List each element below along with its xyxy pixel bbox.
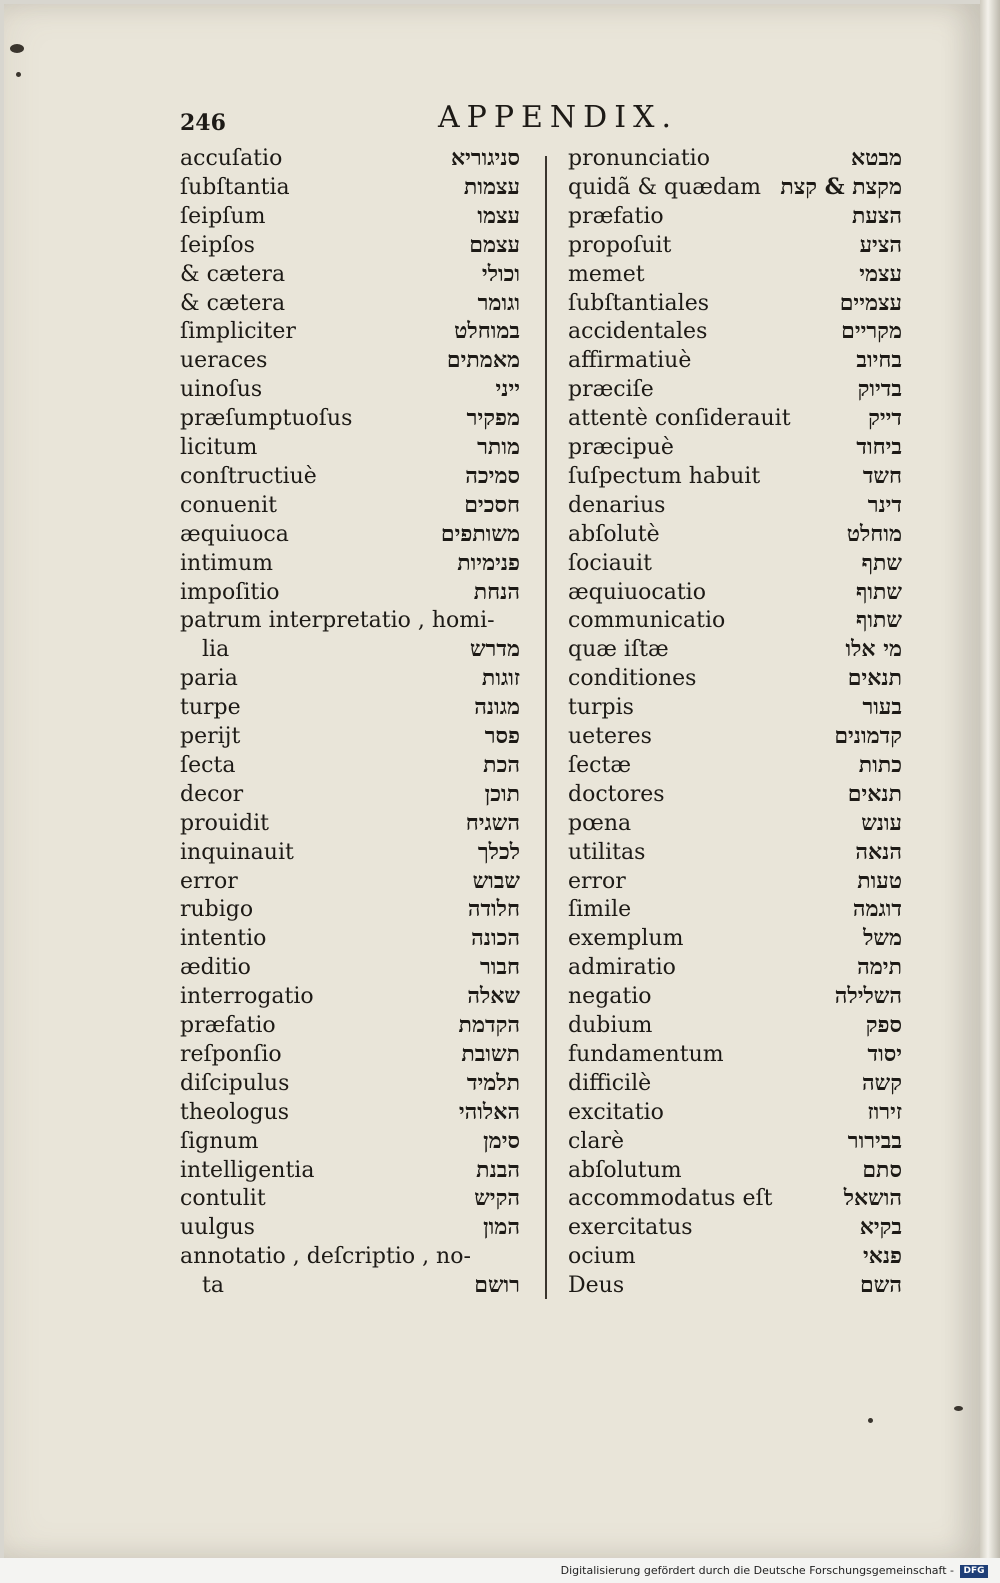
hebrew-term: כתות xyxy=(858,751,902,778)
glossary-entry xyxy=(568,462,902,491)
hebrew-term: מקצת & קצת xyxy=(780,173,902,200)
glossary-entry xyxy=(568,953,902,982)
left-column xyxy=(180,144,520,1304)
hebrew-term: מוחלט xyxy=(846,520,902,547)
hebrew-term: דינר xyxy=(867,491,902,518)
latin-term: præſumptuoſus xyxy=(180,406,353,432)
glossary-entry xyxy=(180,346,520,375)
glossary-entry xyxy=(568,1242,902,1271)
hebrew-term: ספק xyxy=(865,1012,902,1038)
hebrew-term: מי אלו xyxy=(845,636,902,663)
latin-term: intentio xyxy=(180,926,267,952)
latin-term: uinoſus xyxy=(180,377,263,403)
hebrew-term: הצעת xyxy=(851,202,902,229)
glossary-entry xyxy=(568,1271,902,1300)
hebrew-term: הנחת xyxy=(473,578,520,605)
latin-term: ſectæ xyxy=(568,752,632,778)
glossary-entry xyxy=(180,1213,520,1242)
glossary-entry xyxy=(180,1098,520,1127)
hebrew-term: דוגמה xyxy=(852,896,902,923)
glossary-entry xyxy=(568,1156,902,1185)
latin-term: æquiuoca xyxy=(180,521,289,547)
latin-term: conditiones xyxy=(568,666,697,692)
hebrew-term: תימה xyxy=(857,954,902,981)
glossary-entry xyxy=(568,780,902,809)
latin-term: ſeipſum xyxy=(180,203,266,229)
latin-term: ſecta xyxy=(180,752,236,778)
latin-term: accommodatus eſt xyxy=(568,1186,773,1212)
latin-term: ſociauit xyxy=(568,550,652,576)
footer-credit: Digitalisierung gefördert durch die Deutsche Forschungsgemeinschaft - xyxy=(560,1564,954,1577)
right-column xyxy=(568,144,902,1304)
glossary-entry xyxy=(568,1127,902,1156)
latin-term: pœna xyxy=(568,810,632,836)
latin-term: denarius xyxy=(568,492,666,518)
glossary-entry xyxy=(180,838,520,867)
hebrew-term: מפקיר xyxy=(466,405,520,432)
latin-term: præfatio xyxy=(180,1013,276,1038)
hebrew-term: בבירור xyxy=(847,1127,902,1154)
hebrew-term: שתוף xyxy=(855,578,902,605)
hebrew-term: הכונה xyxy=(471,925,520,952)
glossary-entry xyxy=(568,202,902,231)
glossary-entry xyxy=(180,664,520,693)
hebrew-term: יסוד xyxy=(867,1040,902,1067)
latin-term: accuſatio xyxy=(180,146,283,171)
latin-term: ſimile xyxy=(568,897,632,923)
glossary-entry xyxy=(568,578,902,607)
latin-term: ta xyxy=(202,1273,224,1299)
hebrew-term: מבטא xyxy=(850,145,902,171)
glossary-entry xyxy=(180,317,520,346)
glossary-entry xyxy=(180,924,520,953)
glossary-entry xyxy=(180,953,520,982)
hebrew-term: עצמות xyxy=(463,173,520,200)
hebrew-term: לכלך xyxy=(477,838,520,865)
glossary-entry xyxy=(180,578,520,607)
latin-term: memet xyxy=(568,261,645,287)
glossary-entry xyxy=(568,982,902,1011)
latin-term: & cætera xyxy=(180,261,286,287)
glossary-entry xyxy=(180,635,520,664)
glossary-entry xyxy=(180,809,520,838)
hebrew-term: מדרש xyxy=(469,636,520,663)
latin-term: ſimpliciter xyxy=(180,319,296,345)
latin-term: rubigo xyxy=(180,897,254,923)
dfg-logo: DFG xyxy=(960,1565,988,1578)
hebrew-term: במוחלט xyxy=(454,318,520,345)
hebrew-term: השגיח xyxy=(465,809,520,836)
ink-speck xyxy=(16,72,21,77)
latin-term: communicatio xyxy=(568,608,726,634)
latin-term: theologus xyxy=(180,1099,290,1125)
glossary-entry xyxy=(568,1040,902,1069)
glossary-entry xyxy=(568,664,902,693)
column-rule xyxy=(545,156,547,1299)
latin-term: inquinauit xyxy=(180,839,294,865)
hebrew-term: תוכן xyxy=(484,780,520,807)
latin-term: intimum xyxy=(180,550,273,576)
glossary-entry xyxy=(568,924,902,953)
latin-term: turpe xyxy=(180,695,241,721)
latin-term: quidã & quædam xyxy=(568,174,762,200)
glossary-entry xyxy=(180,982,520,1011)
latin-term: difficilè xyxy=(568,1070,652,1096)
hebrew-term: בחיוב xyxy=(856,347,902,374)
glossary-entry xyxy=(180,491,520,520)
hebrew-term: טעות xyxy=(857,867,902,894)
glossary-entry xyxy=(568,1184,902,1213)
latin-term: præfatio xyxy=(568,203,664,229)
latin-term: uulgus xyxy=(180,1215,255,1241)
latin-term: accidentales xyxy=(568,319,708,345)
latin-term: ueraces xyxy=(180,348,268,374)
glossary-entry xyxy=(180,1156,520,1185)
hebrew-term: חסכים xyxy=(464,491,520,518)
hebrew-term: סניגוריא xyxy=(450,145,520,171)
hebrew-term: הקיש xyxy=(474,1185,520,1212)
hebrew-term: רושם xyxy=(474,1272,520,1299)
latin-term: excitatio xyxy=(568,1099,664,1125)
glossary-entry xyxy=(180,895,520,924)
latin-term: diſcipulus xyxy=(180,1070,290,1096)
scan-edge xyxy=(980,0,1000,1560)
hebrew-term: תנאים xyxy=(847,780,902,807)
latin-term: conuenit xyxy=(180,492,277,518)
glossary-entry xyxy=(568,895,902,924)
hebrew-term: שתוף xyxy=(855,607,902,634)
hebrew-term: הנאה xyxy=(855,838,902,865)
latin-term: licitum xyxy=(180,435,258,460)
latin-term: exemplum xyxy=(568,926,684,952)
running-title: APPENDIX. xyxy=(438,100,678,135)
latin-term: ſignum xyxy=(180,1128,259,1154)
hebrew-term: קשה xyxy=(861,1069,902,1096)
latin-term: admiratio xyxy=(568,955,676,981)
latin-term: intelligentia xyxy=(180,1157,315,1183)
latin-term: interrogatio xyxy=(180,984,314,1010)
glossary-entry xyxy=(568,260,902,289)
latin-term: Deus xyxy=(568,1273,625,1299)
glossary-entry xyxy=(180,375,520,404)
latin-term: fundamentum xyxy=(568,1041,724,1067)
latin-term: conſtructiuè xyxy=(180,463,317,489)
hebrew-term: תשובת xyxy=(461,1040,520,1067)
hebrew-term: מקריים xyxy=(841,318,902,345)
latin-term: affirmatiuè xyxy=(568,348,692,374)
glossary-entry xyxy=(180,751,520,780)
glossary-entry xyxy=(568,693,902,722)
latin-term: propoſuit xyxy=(568,232,672,258)
hebrew-term: בקיא xyxy=(859,1214,902,1241)
glossary-entry xyxy=(180,173,520,202)
hebrew-term: סימן xyxy=(483,1127,520,1154)
hebrew-term: הושאל xyxy=(843,1185,902,1212)
latin-term: æditio xyxy=(180,955,251,981)
glossary-entry xyxy=(180,606,520,635)
glossary-entry xyxy=(180,231,520,260)
hebrew-term: הקדמת xyxy=(458,1012,520,1038)
latin-term: dubium xyxy=(568,1013,653,1038)
latin-term: reſponſio xyxy=(180,1041,282,1067)
hebrew-term: תלמיד xyxy=(466,1069,520,1096)
hebrew-term: תנאים xyxy=(847,665,902,692)
glossary-entry xyxy=(180,693,520,722)
ink-speck xyxy=(10,44,24,53)
glossary-entry xyxy=(568,751,902,780)
latin-term: impoſitio xyxy=(180,579,280,605)
glossary-entry xyxy=(180,1040,520,1069)
hebrew-term: מותר xyxy=(477,434,520,460)
latin-term: præcipuè xyxy=(568,435,674,460)
book-page xyxy=(4,4,980,1558)
latin-term: paria xyxy=(180,666,238,692)
glossary-entry xyxy=(568,375,902,404)
hebrew-term: שאלה xyxy=(467,983,520,1010)
glossary-entry xyxy=(568,346,902,375)
latin-term: ſuſpectum habuit xyxy=(568,463,761,489)
hebrew-term: מאמתים xyxy=(446,347,520,374)
glossary-entry xyxy=(568,635,902,664)
latin-term: contulit xyxy=(180,1186,266,1212)
glossary-entry xyxy=(180,433,520,462)
glossary-entry xyxy=(180,1242,520,1271)
latin-term: abſolutum xyxy=(568,1157,682,1183)
latin-term: quæ iſtæ xyxy=(568,637,669,663)
hebrew-term: בדיוק xyxy=(857,376,902,403)
hebrew-term: עצמם xyxy=(469,231,520,258)
hebrew-term: עצמו xyxy=(477,202,520,229)
hebrew-term: משל xyxy=(863,925,902,952)
hebrew-term: וכולי xyxy=(481,260,520,287)
glossary-entry xyxy=(180,144,520,173)
hebrew-term: פסר xyxy=(484,723,520,749)
hebrew-term: דייק xyxy=(868,405,902,432)
latin-term: abſolutè xyxy=(568,521,660,547)
latin-term: lia xyxy=(202,637,230,663)
latin-term: doctores xyxy=(568,781,665,807)
latin-term: negatio xyxy=(568,984,652,1010)
latin-term: exercitatus xyxy=(568,1215,693,1241)
latin-term: & cætera xyxy=(180,290,286,316)
glossary-entry xyxy=(180,780,520,809)
glossary-entry xyxy=(180,1011,520,1040)
latin-term: patrum interpretatio , homi- xyxy=(180,608,495,634)
hebrew-term: עצמי xyxy=(859,260,902,287)
glossary-entry xyxy=(180,202,520,231)
glossary-entry xyxy=(180,549,520,578)
glossary-entry xyxy=(568,549,902,578)
latin-term: ſeipſos xyxy=(180,232,255,258)
hebrew-term: השלילה xyxy=(834,983,902,1010)
hebrew-term: זירוז xyxy=(867,1098,902,1125)
latin-term: ſubſtantia xyxy=(180,174,290,200)
glossary-entry xyxy=(568,520,902,549)
ink-speck xyxy=(954,1406,963,1411)
hebrew-term: הבנת xyxy=(476,1156,520,1183)
latin-term: annotatio , deſcriptio , no- xyxy=(180,1244,471,1270)
latin-term: perijt xyxy=(180,724,241,749)
glossary-entry xyxy=(568,289,902,318)
hebrew-term: בעור xyxy=(862,694,902,721)
latin-term: attentè conſiderauit xyxy=(568,406,791,432)
glossary-entry xyxy=(568,404,902,433)
hebrew-term: האלוהי xyxy=(458,1098,520,1125)
latin-term: error xyxy=(180,868,238,894)
glossary-entry xyxy=(180,462,520,491)
hebrew-term: זוגות xyxy=(481,665,520,692)
latin-term: pronunciatio xyxy=(568,146,710,171)
hebrew-term: קדמונים xyxy=(834,723,902,749)
hebrew-term: סמיכה xyxy=(465,462,520,489)
hebrew-term: פנאי xyxy=(862,1243,902,1270)
glossary-entry xyxy=(568,1011,902,1040)
glossary-entry xyxy=(568,606,902,635)
latin-term: ueteres xyxy=(568,724,652,749)
hebrew-term: פנימיות xyxy=(457,549,520,576)
ink-speck xyxy=(868,1418,873,1423)
hebrew-term: שתף xyxy=(861,549,902,576)
glossary-entry xyxy=(180,289,520,318)
glossary-entry xyxy=(180,722,520,751)
glossary-entry xyxy=(568,231,902,260)
hebrew-term: סתם xyxy=(862,1156,902,1183)
latin-term: præciſe xyxy=(568,377,654,403)
hebrew-term: וגומר xyxy=(477,289,520,316)
hebrew-term: הציע xyxy=(859,231,902,258)
glossary-entry xyxy=(180,1127,520,1156)
hebrew-term: שבוש xyxy=(472,867,520,894)
glossary-entry xyxy=(180,1184,520,1213)
glossary-entry xyxy=(568,433,902,462)
footer-bar xyxy=(0,1558,1000,1583)
hebrew-term: המון xyxy=(483,1214,520,1241)
glossary-entry xyxy=(180,867,520,896)
glossary-entry xyxy=(568,1213,902,1242)
glossary-entry xyxy=(180,260,520,289)
latin-term: utilitas xyxy=(568,839,646,865)
glossary-entry xyxy=(568,809,902,838)
glossary-entry xyxy=(568,1069,902,1098)
latin-term: decor xyxy=(180,781,244,807)
latin-term: turpis xyxy=(568,695,634,721)
hebrew-term: משותפים xyxy=(440,520,520,547)
hebrew-term: ביחוד xyxy=(856,434,902,460)
hebrew-term: ייני xyxy=(495,376,520,403)
hebrew-term: עונש xyxy=(861,809,902,836)
glossary-entry xyxy=(568,1098,902,1127)
hebrew-term: חשד xyxy=(862,462,902,489)
hebrew-term: עצמיים xyxy=(839,289,902,316)
glossary-entry xyxy=(568,867,902,896)
glossary-entry xyxy=(180,404,520,433)
hebrew-term: חבור xyxy=(479,954,520,981)
glossary-entry xyxy=(180,520,520,549)
latin-term: ocium xyxy=(568,1244,636,1270)
latin-term: error xyxy=(568,868,626,894)
latin-term: clarè xyxy=(568,1128,625,1154)
hebrew-term: חלודה xyxy=(467,896,520,923)
hebrew-term: הכת xyxy=(483,751,520,778)
latin-term: æquiuocatio xyxy=(568,579,706,605)
hebrew-term: מגונה xyxy=(474,694,520,721)
glossary-entry xyxy=(568,173,902,202)
hebrew-term: השם xyxy=(860,1272,902,1299)
glossary-entry xyxy=(180,1069,520,1098)
latin-term: prouidit xyxy=(180,810,270,836)
glossary-entry xyxy=(568,491,902,520)
glossary-entry xyxy=(568,144,902,173)
glossary-entry xyxy=(568,838,902,867)
glossary-entry xyxy=(568,317,902,346)
page-number: 246 xyxy=(180,110,226,136)
glossary-entry xyxy=(180,1271,520,1300)
glossary-entry xyxy=(568,722,902,751)
latin-term: ſubſtantiales xyxy=(568,290,710,316)
